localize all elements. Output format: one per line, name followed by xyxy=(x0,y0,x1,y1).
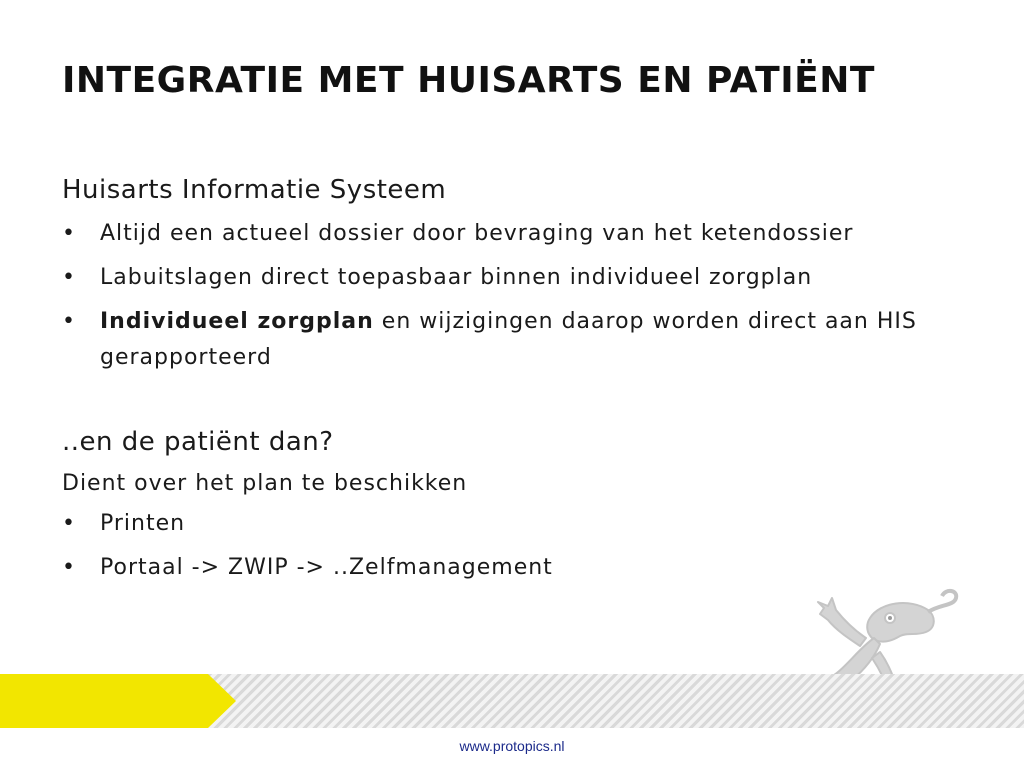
slide-title: INTEGRATIE MET HUISARTS EN PATIËNT xyxy=(62,60,875,101)
bullet-icon: • xyxy=(62,265,76,290)
list-item xyxy=(62,260,962,296)
his-bullet-list xyxy=(62,216,962,376)
slide-content xyxy=(62,170,962,594)
bullet-icon: • xyxy=(62,555,76,580)
list-item xyxy=(62,216,962,252)
section-heading-patient: ..en de patiënt dan? xyxy=(62,427,334,457)
list-item xyxy=(62,506,962,542)
section-subline: Dient over het plan te beschikken xyxy=(62,471,468,496)
bullet-text: en wijzigingen daarop worden direct aan HIS gerapporteerd xyxy=(100,309,917,370)
section-heading-his: Huisarts Informatie Systeem xyxy=(62,175,447,205)
bullet-text: Printen xyxy=(100,511,186,536)
bullet-text: Portaal -> ZWIP -> ..Zelfmanagement xyxy=(100,555,553,580)
bullet-text: Labuitslagen direct toepasbaar binnen individueel zorgplan xyxy=(100,265,813,290)
yellow-arrow-icon xyxy=(0,674,236,728)
list-item xyxy=(62,304,962,376)
bullet-bold-text: Individueel zorgplan xyxy=(100,309,374,334)
bullet-text: Altijd een actueel dossier door bevraging van het ketendossier xyxy=(100,221,854,246)
patient-bullet-list xyxy=(62,506,962,586)
bullet-icon: • xyxy=(62,511,76,536)
footer-website-link[interactable]: www.protopics.nl xyxy=(459,738,565,754)
list-item xyxy=(62,550,962,586)
bullet-icon: • xyxy=(62,221,76,246)
bullet-icon: • xyxy=(62,309,76,334)
